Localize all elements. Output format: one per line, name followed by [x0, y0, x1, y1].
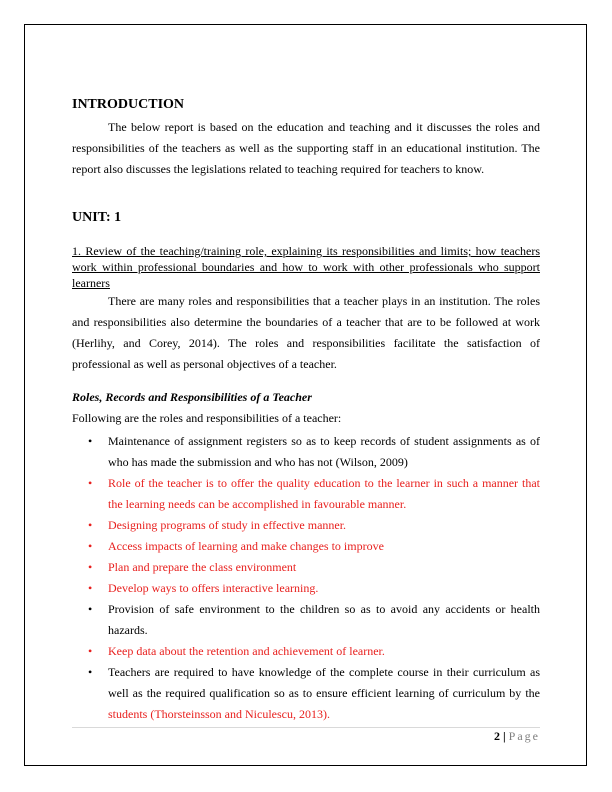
list-item [72, 515, 540, 536]
list-item-text: Develop ways to offers interactive learning. [108, 581, 319, 595]
list-item-text: Role of the teacher is to offer the quality education to the learner in such a manner that the learning needs can be accomplished in favourable manner. [108, 476, 540, 511]
bullet-icon: • [88, 602, 93, 616]
list-item-citation: students (Thorsteinsson and Niculescu, 2013). [108, 707, 330, 721]
bullet-icon: • [88, 476, 93, 490]
task-title: 1. Review of the teaching/training role, explaining its responsibilities and limits; how teachers work within professional boundaries and how to work with other professionals who support learners [72, 244, 540, 290]
document-body [72, 96, 540, 725]
unit-heading: UNIT: 1 [72, 210, 122, 225]
intro-paragraph: The below report is based on the education and teaching and it discusses the roles and responsibilities of the teachers as well as the supporting staff in an educational institution. The report also discusses the legislations related to teaching required for teachers to know. [72, 120, 540, 176]
roles-lead: Following are the roles and responsibilities of a teacher: [72, 411, 342, 425]
footer-separator: | [503, 729, 506, 743]
list-item-text: Keep data about the retention and achievement of learner. [108, 644, 385, 658]
list-item [72, 599, 540, 641]
list-item [72, 578, 540, 599]
list-item-text: Maintenance of assignment registers so as to keep records of student assignments as of who has made the submission and who has not (Wilson, 2009) [108, 434, 540, 469]
bullet-icon: • [88, 518, 93, 532]
list-item-text: Access impacts of learning and make changes to improve [108, 539, 384, 553]
list-item-text: Designing programs of study in effective manner. [108, 518, 347, 532]
list-item [72, 557, 540, 578]
bullet-icon: • [88, 560, 93, 574]
list-item [72, 536, 540, 557]
bullet-icon: • [88, 665, 93, 679]
bullet-icon: • [88, 434, 93, 448]
bullet-icon: • [88, 581, 93, 595]
page-number: 2 [494, 729, 501, 743]
list-item-text: Teachers are required to have knowledge of the complete course in their curriculum as well as the required qualification so as to ensure efficient learning of curriculum by the [108, 665, 540, 700]
list-item-text: Provision of safe environment to the children so as to avoid any accidents or health hazards. [108, 602, 540, 637]
page-label: Page [508, 729, 540, 743]
bullet-icon: • [88, 539, 93, 553]
roles-list [72, 431, 540, 725]
list-item [72, 473, 540, 515]
footer-divider [72, 727, 540, 728]
list-item [72, 431, 540, 473]
list-item [72, 662, 540, 725]
unit-paragraph: There are many roles and responsibilities that a teacher plays in an institution. The roles and responsibilities also determine the boundaries of a teacher that are to be followed at work (Herlihy, and Corey, 2014). The roles and responsibilities facilitate the satisfaction of professional as well as personal objectives of a teacher. [72, 294, 540, 371]
intro-heading: INTRODUCTION [72, 97, 185, 112]
page-footer [494, 728, 540, 744]
roles-heading: Roles, Records and Responsibilities of a Teacher [72, 390, 312, 404]
list-item [72, 641, 540, 662]
bullet-icon: • [88, 644, 93, 658]
list-item-text: Plan and prepare the class environment [108, 560, 297, 574]
